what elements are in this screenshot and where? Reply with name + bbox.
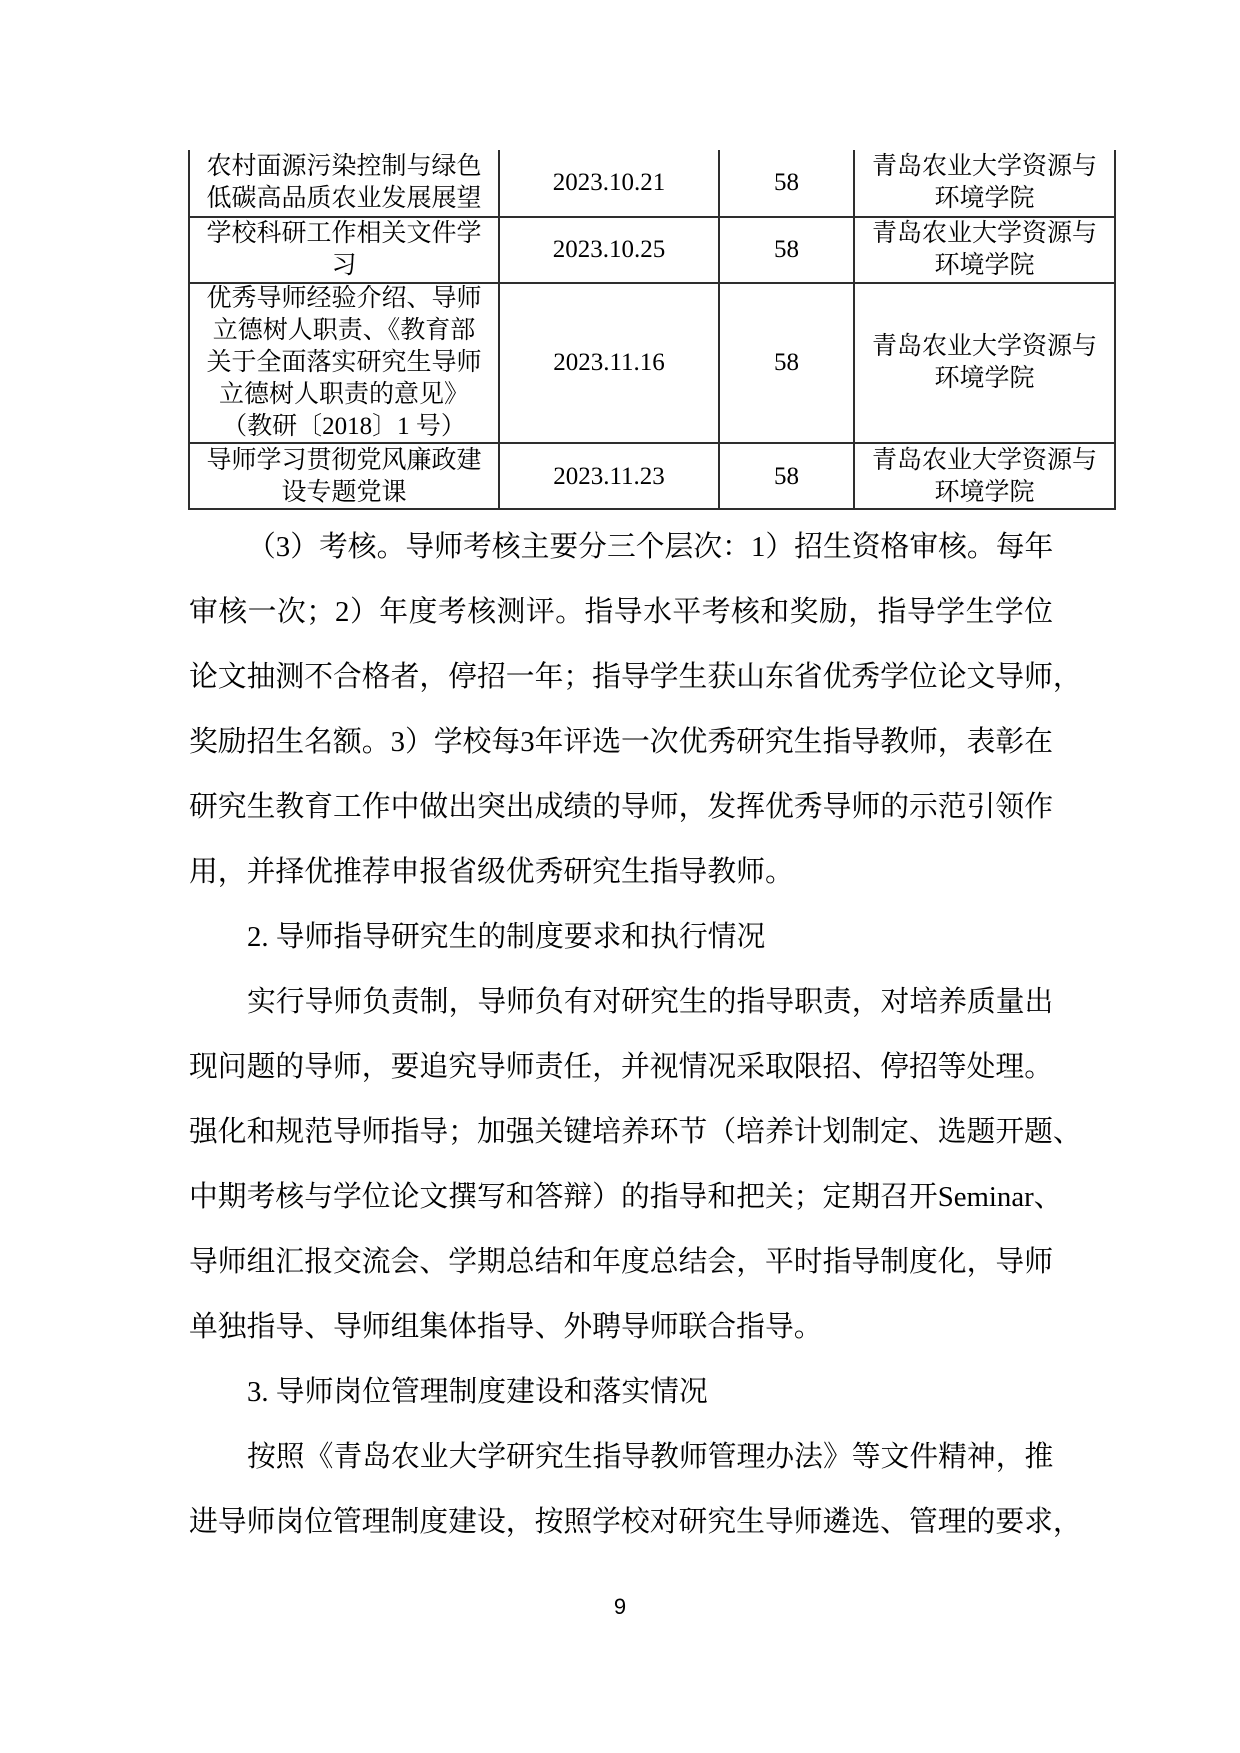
paragraph-line: 现问题的导师，要追究导师责任，并视情况采取限招、停招等处理。 xyxy=(189,1051,1053,1083)
cell-line: 环境学院 xyxy=(934,365,1035,392)
table-row xyxy=(190,282,1114,442)
paragraph-line: 用，并择优推荐申报省级优秀研究生指导教师。 xyxy=(189,856,794,888)
cell-line: 青岛农业大学资源与 xyxy=(871,447,1097,474)
table-cell-date: 2023.11.16 xyxy=(498,284,718,442)
cell-line: （教研〔2018〕1 号） xyxy=(222,413,466,440)
page-number: 9 xyxy=(613,1594,627,1619)
cell-line: 导师学习贯彻党风廉政建 xyxy=(206,447,482,474)
paragraph-line: 中期考核与学位论文撰写和答辩）的指导和把关；定期召开Seminar、 xyxy=(189,1181,1063,1213)
paragraph-line: 进导师岗位管理制度建设，按照学校对研究生导师遴选、管理的要求， xyxy=(189,1506,1082,1538)
cell-line: 学校科研工作相关文件学 xyxy=(206,220,482,247)
cell-line: 青岛农业大学资源与 xyxy=(871,153,1097,180)
table-row xyxy=(190,216,1114,282)
table-cell-participant-count: 58 xyxy=(718,150,853,216)
training-table xyxy=(188,150,1116,510)
cell-line: 环境学院 xyxy=(934,479,1035,506)
cell-line: 环境学院 xyxy=(934,252,1035,279)
cell-line: 设专题党课 xyxy=(281,479,407,506)
table-cell-training-content xyxy=(190,150,498,216)
table-cell-training-content xyxy=(190,284,498,442)
table-cell-date: 2023.10.25 xyxy=(498,218,718,282)
cell-line: 青岛农业大学资源与 xyxy=(871,220,1097,247)
cell-line: 优秀导师经验介绍、导师 xyxy=(206,285,482,312)
paragraph-line: 导师组汇报交流会、学期总结和年度总结会，平时指导制度化，导师 xyxy=(189,1246,1053,1278)
table-cell-date: 2023.11.23 xyxy=(498,444,718,510)
table-cell-training-content xyxy=(190,218,498,282)
paragraph-line: 单独指导、导师组集体指导、外聘导师联合指导。 xyxy=(189,1311,823,1343)
table-cell-organizer xyxy=(853,444,1114,510)
paragraph-line: 审核一次；2）年度考核测评。指导水平考核和奖励，指导学生学位 xyxy=(189,596,1053,628)
table-cell-participant-count: 58 xyxy=(718,284,853,442)
paragraph-line: 论文抽测不合格者，停招一年；指导学生获山东省优秀学位论文导师， xyxy=(189,661,1082,693)
table-cell-organizer xyxy=(853,218,1114,282)
table-cell-date: 2023.10.21 xyxy=(498,150,718,216)
paragraph-line: 奖励招生名额。3）学校每3年评选一次优秀研究生指导教师，表彰在 xyxy=(189,726,1053,758)
table-cell-participant-count: 58 xyxy=(718,218,853,282)
cell-line: 习 xyxy=(331,252,357,279)
table-cell-organizer xyxy=(853,284,1114,442)
cell-line: 关于全面落实研究生导师 xyxy=(206,349,482,376)
cell-line: 低碳高品质农业发展展望 xyxy=(206,185,482,212)
paragraph-line: 强化和规范导师指导；加强关键培养环节（培养计划制定、选题开题、 xyxy=(189,1116,1082,1148)
table-cell-training-content xyxy=(190,444,498,510)
table-row xyxy=(190,150,1114,216)
cell-line: 农村面源污染控制与绿色 xyxy=(206,153,482,180)
table-cell-organizer xyxy=(853,150,1114,216)
table-row xyxy=(190,442,1114,510)
cell-line: 环境学院 xyxy=(934,185,1035,212)
paragraph-line: 研究生教育工作中做出突出成绩的导师，发挥优秀导师的示范引领作 xyxy=(189,791,1053,823)
cell-line: 青岛农业大学资源与 xyxy=(871,333,1097,360)
paragraph-line: 实行导师负责制，导师负有对研究生的指导职责，对培养质量出 xyxy=(247,986,1054,1018)
paragraph-line: 按照《青岛农业大学研究生指导教师管理办法》等文件精神，推 xyxy=(247,1441,1054,1473)
paragraph-line: 3. 导师岗位管理制度建设和落实情况 xyxy=(247,1376,708,1408)
paragraph-line: 2. 导师指导研究生的制度要求和执行情况 xyxy=(247,921,766,953)
table-cell-participant-count: 58 xyxy=(718,444,853,510)
paragraph-line: （3）考核。导师考核主要分三个层次：1）招生资格审核。每年 xyxy=(247,531,1054,563)
body-text xyxy=(189,515,1082,1555)
cell-line: 立德树人职责、《教育部 xyxy=(212,317,476,344)
cell-line: 立德树人职责的意见》 xyxy=(218,381,469,408)
